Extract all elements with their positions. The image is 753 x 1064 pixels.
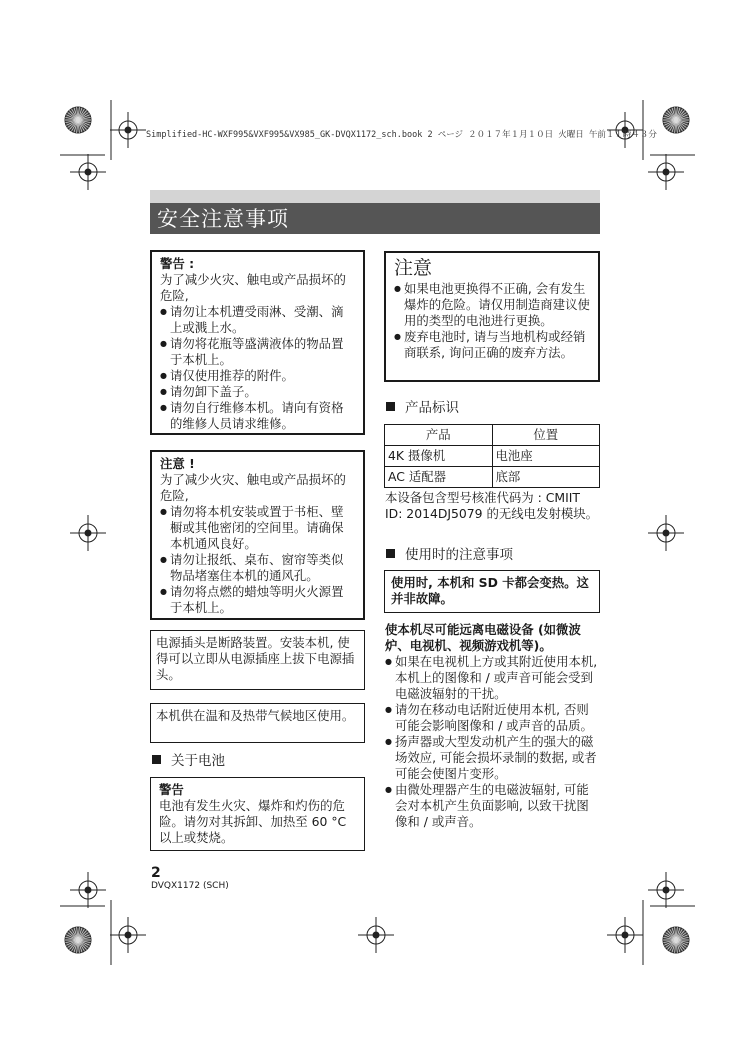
- list-item-text: 请勿将点燃的蜡烛等明火火源置于本机上。: [170, 584, 344, 615]
- caution-box: [150, 450, 365, 620]
- doc-code: DVQX1172 (SCH): [151, 881, 229, 891]
- list-item-text: 请勿让报纸、桌布、窗帘等类似物品堵塞住本机的通风孔。: [170, 552, 344, 583]
- battery-warning-box: [150, 777, 365, 851]
- list-item-text: 请勿在移动电话附近使用本机, 否则可能会影响图像和 / 或声音的品质。: [395, 702, 593, 733]
- product-table: [384, 424, 600, 488]
- caution-list: [160, 504, 355, 616]
- table-row: [385, 467, 600, 488]
- heat-notice-box: [384, 570, 600, 613]
- bullet-icon: ●: [160, 587, 167, 596]
- list-item: [160, 368, 355, 384]
- caution-intro: 为了减少火灾、触电或产品损坏的危险,: [160, 472, 346, 503]
- battery-warning-text: 电池有发生火灾、爆炸和灼伤的危险。请勿对其拆卸、加热至 60 °C 以上或焚烧。: [159, 798, 347, 845]
- list-item-text: 扬声器或大型发动机产生的强大的磁场效应, 可能会损坏录制的数据, 或者可能会使图片变形。: [395, 734, 597, 781]
- list-item: [394, 281, 590, 329]
- notice-box: [384, 251, 600, 382]
- list-item: [385, 734, 600, 782]
- title-strip: [150, 190, 600, 203]
- battery-warning-heading: 警告: [159, 782, 184, 797]
- table-cell: 4K 摄像机: [385, 446, 493, 467]
- bullet-icon: ●: [385, 785, 392, 794]
- list-item: [385, 782, 600, 830]
- table-cell: 电池座: [492, 446, 600, 467]
- bullet-icon: ●: [160, 339, 167, 348]
- list-item: [160, 552, 355, 584]
- notice-list: [394, 281, 590, 361]
- bullet-icon: ●: [385, 737, 392, 746]
- table-header-row: [385, 425, 600, 446]
- list-item: [160, 336, 355, 368]
- heat-notice-text: 使用时, 本机和 SD 卡都会变热。这并非故障。: [391, 575, 589, 606]
- book-header-line: Simplified-HC-WXF995&VXF995&VX985_GK-DVQX1172_sch.book 2 ページ ２０１７年１月１０日 火曜日 午前１１時４３分: [146, 130, 657, 140]
- radio-module-note: 本设备包含型号核准代码为 : CMIIT ID: 2014DJ5079 的无线电发射模块。: [385, 490, 599, 521]
- list-item-text: 请勿将花瓶等盛满液体的物品置于本机上。: [170, 336, 344, 367]
- list-item: [385, 702, 600, 734]
- table-cell: AC 适配器: [385, 467, 493, 488]
- list-item: [160, 584, 355, 616]
- list-item-text: 请勿让本机遭受雨淋、受潮、滴上或溅上水。: [170, 304, 344, 335]
- usage-list: [385, 654, 600, 830]
- table-header: 产品: [385, 425, 493, 446]
- bullet-icon: ●: [160, 371, 167, 380]
- product-section-heading: [386, 399, 459, 417]
- square-bullet-icon: [386, 402, 395, 411]
- battery-section-title: 关于电池: [171, 753, 225, 769]
- climate-box: [150, 703, 365, 743]
- list-item: [160, 504, 355, 552]
- table-header: 位置: [492, 425, 600, 446]
- bullet-icon: ●: [394, 332, 401, 341]
- page-number: 2: [151, 865, 161, 881]
- list-item: [385, 654, 600, 702]
- page-title-bar: [150, 190, 600, 234]
- list-item-text: 请勿将本机安装或置于书柜、壁橱或其他密闭的空间里。请确保本机通风良好。: [170, 504, 344, 551]
- usage-section-heading: [386, 546, 513, 564]
- list-item-text: 如果在电视机上方或其附近使用本机, 本机上的图像和 / 或声音可能会受到电磁波辐射的干扰。: [395, 654, 598, 701]
- list-item-text: 请勿卸下盖子。: [170, 384, 257, 399]
- bullet-icon: ●: [385, 657, 392, 666]
- usage-section-title: 使用时的注意事项: [405, 547, 513, 563]
- notice-heading: 注意: [394, 257, 433, 279]
- list-item-text: 由微处理器产生的电磁波辐射, 可能会对本机产生负面影响, 以致干扰图像和 / 或声音。: [395, 782, 589, 829]
- usage-lead: 使本机尽可能远离电磁设备 (如微波炉、电视机、视频游戏机等)。: [385, 622, 581, 653]
- bullet-icon: ●: [385, 705, 392, 714]
- list-item-text: 废弃电池时, 请与当地机构或经销商联系, 询问正确的废弃方法。: [404, 329, 586, 360]
- table-row: [385, 446, 600, 467]
- list-item: [394, 329, 590, 361]
- page-title: 安全注意事项: [157, 207, 289, 231]
- warning-intro: 为了减少火灾、触电或产品损坏的危险,: [160, 272, 346, 303]
- bullet-icon: ●: [160, 507, 167, 516]
- square-bullet-icon: [386, 549, 395, 558]
- plug-text: 电源插头是断路装置。安装本机, 使得可以立即从电源插座上拔下电源插头。: [156, 635, 355, 682]
- bullet-icon: ●: [160, 555, 167, 564]
- list-item: [160, 384, 355, 400]
- warning-heading: 警告 :: [160, 256, 195, 271]
- caution-heading: 注意 !: [160, 456, 195, 471]
- bullet-icon: ●: [160, 387, 167, 396]
- square-bullet-icon: [152, 755, 161, 764]
- bullet-icon: ●: [160, 403, 167, 412]
- product-section-title: 产品标识: [405, 400, 459, 416]
- list-item-text: 如果电池更换得不正确, 会有发生爆炸的危险。请仅用制造商建议使用的类型的电池进行更换。: [404, 281, 590, 328]
- list-item: [160, 304, 355, 336]
- bullet-icon: ●: [160, 307, 167, 316]
- battery-section-heading: [152, 752, 225, 770]
- plug-box: [150, 630, 365, 690]
- table-cell: 底部: [492, 467, 600, 488]
- list-item-text: 请勿自行维修本机。请向有资格的维修人员请求维修。: [170, 400, 344, 431]
- bullet-icon: ●: [394, 284, 401, 293]
- warning-box: [150, 250, 365, 435]
- list-item-text: 请仅使用推荐的附件。: [170, 368, 294, 383]
- list-item: [160, 400, 355, 432]
- climate-text: 本机供在温和及热带气候地区使用。: [156, 708, 355, 723]
- warning-list: [160, 304, 355, 432]
